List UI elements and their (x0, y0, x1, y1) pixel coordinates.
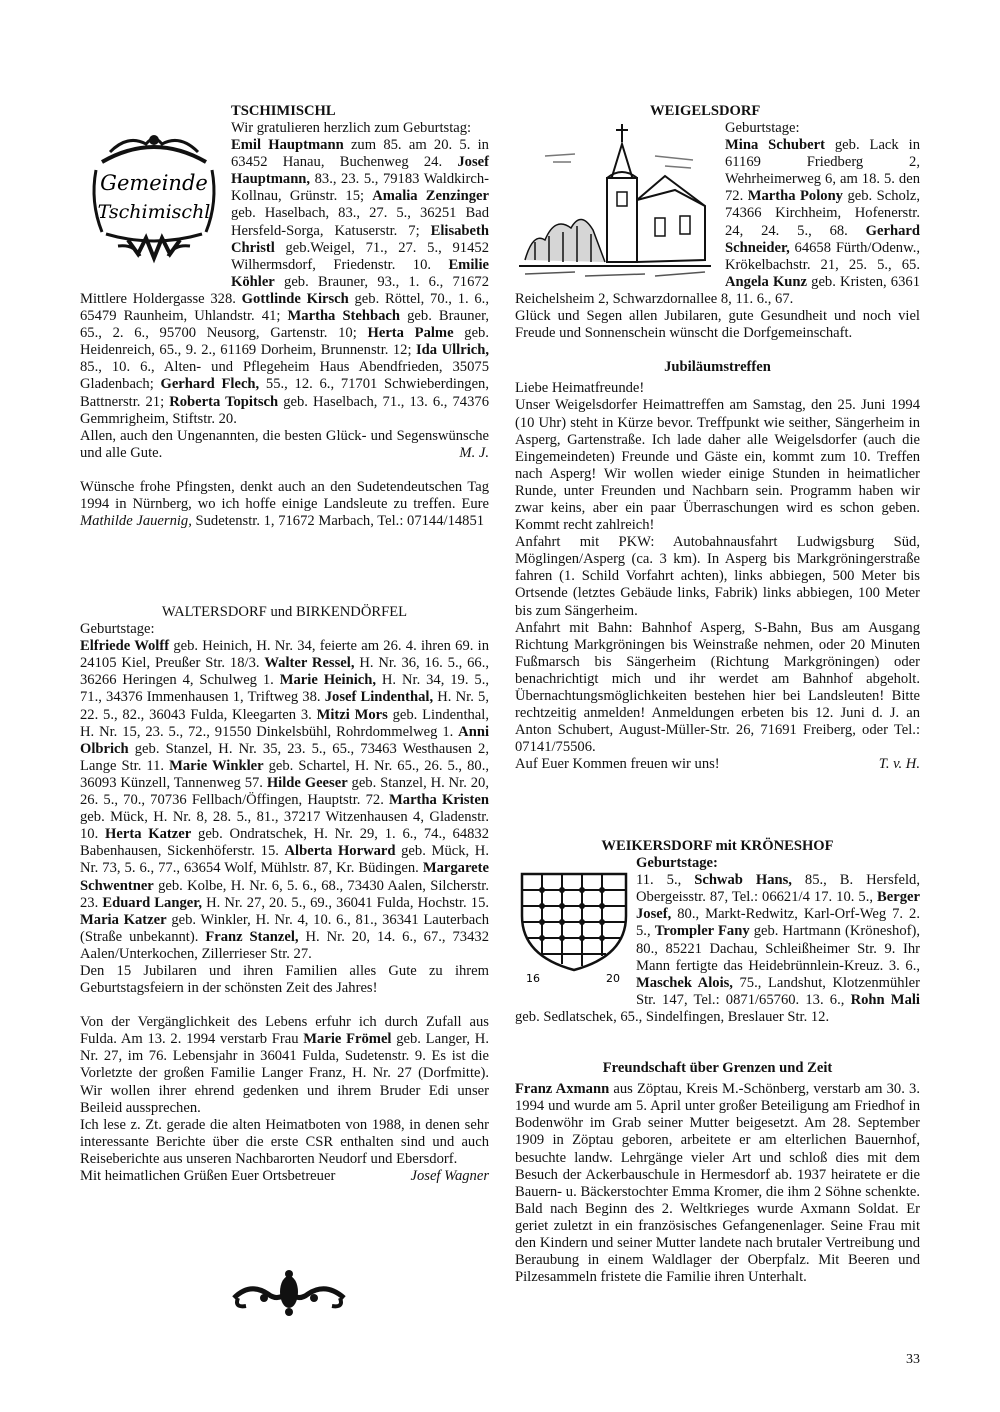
weigelsdorf-birthdays: Geburtstage: Mina Schubert geb. Lack in 61169 Friedberg 2, Wehrheimerweg 6, am 18. 5. den 72. Martha Polony geb. Scholz, 74366 Kirchheim, Hofenerstr. 24, 24. 5., 68. Gerhard Schneider, 64658 Fürth/Odenw., Krökelbachstr. 21, 25. 5., 65. Angela Kunz geb. Kristen, 6361 Reichelsheim 2, Schwarzdornallee 8, 11. 6., 67. (515, 120, 921, 307)
jubilaeum-train-directions: Anfahrt mit Bahn: Bahnhof Asperg, S-Bahn, Bus am Ausgang Richtung Markgröningen bis Weinstraße nehmen, oder 20 Minuten Fußmarsch bis Sängerheim (Richtung Markgröningen) oder benachrichtigt mich und ihr werdet am Bahnhof abgeholt. Übernachtungsmöglichkeiten bestehen hier bei Landsleuten! Bitte rechtzeitig anmelden! Anmeldungen erbeten bis 12. Juni d. J. an Anton Schubert, August-Müller-Str. 26, 71691 Freiberg, oder Tel.: 07141/75506. (515, 619, 920, 756)
flourish-icon (230, 1268, 348, 1316)
weigelsdorf-title: WEIGELSDORF (650, 103, 761, 119)
weikersdorf-section (515, 838, 920, 1286)
weikersdorf-label: Geburtstage: (636, 855, 718, 872)
logo-line2: Tschimischl (97, 201, 211, 223)
waltersdorf-title: WALTERSDORF und BIRKENDÖRFEL (161, 604, 408, 620)
freundschaft-text: Franz Axmann aus Zöptau, Kreis M.-Schönberg, verstarb am 30. 3. 1994 und wurde am 5. April unter großer Beteiligung am Friedhof in Bodenwöhr im Grab seiner Mutter beigesetzt. Am 28. September 1909 in Zöptau geboren, arbeitete er am elterlichen Bauernhof, besuchte landw. Lehrgänge vieler Art und schloß dies mit dem Besuch der Ackerbauschule in Hermesdorf ab. 1937 heiratete er die Bauern- u. Bäckerstochter Emma Kromer, die ihm 2 Söhne schenkte. Bald nach Beginn des 2. Weltkrieges wurde Axmann Soldat. Er geriet zuletzt in ein französisches Gefangenenlager. Seine Frau mit den Kindern und seiner Mutter landete nach brutaler Vertreibung und Beraubung in einem Waldlager der Oberpfalz. Mit Beeren und Pilzesammeln fristete die Familie ihren Unterhalt. (515, 1081, 920, 1286)
jubilaeum-car-directions: Anfahrt mit PKW: Autobahnausfahrt Ludwigsburg Süd, Möglingen/Asperg (ca. 3 km). In Asperg bis Markgröningerstraße fahren (1. Schild Vorfahrt achten), links abbiegen, 500 Meter bis Ortsende (letztes Gebäude links, Fabrik) links abbiegen, 100 Meter bis zum Sängerheim. (515, 534, 920, 619)
waltersdorf-section (80, 604, 489, 1185)
weigelsdorf-section (515, 120, 920, 773)
weigelsdorf-head (650, 103, 919, 120)
waltersdorf-birthdays: Elfriede Wolff geb. Heinich, H. Nr. 34, feierte am 26. 4. ihren 69. in 24105 Kiel, Preußer Str. 18/3. Walter Ressel, H. Nr. 36, 16. 5., 66., 36266 Heringen 4, Schulweg 1. Marie Heinich, H. Nr. 34, 19. 5., 71., 34376 Immenhausen 1, Triftweg 38. Josef Lindenthal, H. Nr. 5, 22. 5., 82., 36043 Fulda, Kleegarten 3. Mitzi Mors geb. Lindenthal, H. Nr. 15, 23. 5., 72., 91550 Dinkelsbühl, Rohrdommelweg 1. Anni Olbrich geb. Stanzel, H. Nr. 35, 23. 5., 65., 73463 Westhausen 2, Lange Str. 11. Marie Winkler geb. Schartel, H. Nr. 65., 26. 5., 80., 36093 Künzell, Tannenweg 57. Hilde Geeser geb. Stanzel, H. Nr. 20, 26. 5., 70., 70736 Fellbach/Öffingen, Hauptstr. 72. Martha Kristen geb. Mück, H. Nr. 8, 28. 5., 81., 37217 Witzenhausen 4, Gladenstr. 10. Herta Katzer geb. Ondratschek, H. Nr. 29, 1. 6., 74., 64832 Babenhausen, Sickenhöferstr. 15. Alberta Horward geb. Mück, H. Nr. 73, 5. 6., 77., 63654 Wolf, Mühlstr. 87, Kr. Büdingen. Margarete Schwentner geb. Kolbe, H. Nr. 6, 5. 6., 68., 73430 Aalen, Silcherstr. 23. Eduard Langer, H. Nr. 27, 20. 5., 69., 36041 Fulda, Hochstr. 15. Maria Katzer geb. Winkler, H. Nr. 4, 10. 6., 81., 36341 Lauterbach (Straße unbekannt). Franz Stanzel, H. Nr. 20, 14. 6., 67., 73432 Aalen/Unterkochen, Zillerrieser Str. 27. (80, 638, 490, 962)
jubilaeum-title: Jubiläumstreffen (664, 359, 771, 376)
ornament-divider (230, 1268, 348, 1316)
weikersdorf-birthdays: Geburtstage: 11. 5., Schwab Hans, 85., B. Hersfeld, Obergeisstr. 87, Tel.: 06621/4 17. 10. 5., Berger Josef, 80., Markt-Redwitz, Karl-Orf-Weg 7. 2. 5., Trompler Fany geb. Hartmann (Kröneshof), 80., 85221 Dachau, Schleißheimer Str. 9. Ihr Mann fertigte das Heidebrünnlein-Kreuz. 3. 6., Maschek Alois, 75., Landshut, Klotzenmühler Str. 147, Tel.: 0871/65760. 13. 6., Rohn Mali geb. Sedlatschek, 65., Sindelfingen, Breslauer Str. 12. (515, 855, 920, 1025)
pfingsten-note: Wünsche frohe Pfingsten, denkt auch an den Sudetendeutschen Tag 1994 in Nürnberg, wo ich hoffe einige Landsleute zu treffen. Eure Mathilde Jauernig, Sudetenstr. 1, 71672 Marbach, Tel.: 07144/14851 (80, 478, 489, 530)
waltersdorf-reading: Ich lese z. Zt. gerade die alten Heimatboten von 1988, in denen sehr interessante Berichte über die erste CSR enthalten sind und auch Reiseberichte aus unseren Nachbarorten Neudorf und Ebersdorf. (80, 1116, 489, 1167)
jubilaeum-greeting: Liebe Heimatfreunde! (515, 380, 645, 397)
jubilaeum-closing: Auf Euer Kommen freuen wir uns! (515, 756, 720, 773)
jubilaeum-signature: T. v. H. (878, 756, 920, 773)
waltersdorf-obituary: Von der Vergänglichkeit des Lebens erfuhr ich durch Zufall aus Fulda. Am 13. 2. 1994 verstarb Frau Marie Frömel geb. Langer, H. Nr. 27, im 76. Lebensjahr in 36041 Fulda, Sudetenstr. 9. Es ist die Vorletzte der großen Familie Langer Franz, H. Nr. 27 (Dorfmitte). Wir wollen ihrer ehrend gedenken und ihrem Bruder Edi unser Beileid aussprechen. (80, 1014, 489, 1116)
freundschaft-title: Freundschaft über Grenzen und Zeit (602, 1060, 833, 1077)
tschimischl-intro (231, 103, 489, 120)
tschimischl-closing: Allen, auch den Ungenannten, die besten Glück- und Segenswünsche und alle Gute. (80, 427, 489, 461)
waltersdorf-wish: Den 15 Jubilaren und ihren Familien alles Gute zu ihrem Geburtstagsfeiern in der schönsten Zeit des Jahres! (80, 962, 489, 997)
waltersdorf-signature: Mit heimatlichen Grüßen Euer Ortsbetreuer Josef Wagner (80, 1168, 489, 1184)
weigelsdorf-wish: Glück und Segen allen Jubilaren, gute Gesundheit und noch viel Freude und Sonnenschein wünscht die Dorfgemeinschaft. (515, 308, 920, 342)
logo-line1: Gemeinde (100, 171, 208, 195)
crest-year-left: 16 (526, 972, 540, 985)
jubilaeum-invitation: Unser Weigelsdorfer Heimattreffen am Samstag, den 25. Juni 1994 (10 Uhr) steht in Kürze bevor. Treffpunkt wie seither, Sängerheim in Asperg, Gartenstraße. Ich lade daher alle Weigelsdorfer (auch die Eingemeindeten) Freunde und Gäste ein, kommt zum 10. Treffen nach Asperg! Wir wollen wieder einige Stunden in heimatlicher Runde, unter Freunden und Nachbarn sein. Programm haben wir zwar keins, aber ein paar Überraschungen wird es schon geben. Kommt recht zahlreich! (515, 397, 920, 534)
crest-year-right: 20 (606, 972, 620, 985)
tschimischl-birthdays: Wir gratulieren herzlich zum Geburtstag: Emil Hauptmann zum 85. am 20. 5. in 63452 Hanau, Buchenweg 24. Josef Hauptmann, 83., 23. 5., 79183 Waldkirch-Kollnau, Grünstr. 15; Amalia Zenzinger geb. Haselbach, 83., 27. 5., 36251 Bad Hersfeld-Sorga, Katuserstr. 7; Elisabeth Christl geb.Weigel, 71., 27. 5., 91452 Wilhermsdorf, Friedenstr. 10. Emilie Köhler geb. Brauner, 93., 1. 6., 71672 Mittlere Holdergasse 328. Gottlinde Kirsch geb. Röttel, 70., 1. 6., 65479 Raunheim, Uhlandstr. 41; Martha Stehbach geb. Brauner, 65., 2. 6., 95700 Neusorg, Gartenstr. 10; Herta Palme geb. Heidenreich, 65., 9. 2., 61169 Dorheim, Brunnenstr. 12; Ida Ullrich, 85., 10. 6., Alten- und Pflegeheim Haus Abendfrieden, 35075 Gladenbach; Gerhard Flech, 55., 12. 6., 71701 Schwieberdingen, Battnerstr. 21; Roberta Topitsch geb. Haselbach, 71., 13. 6., 74376 Gemmrigheim, Stiftstr. 20. (80, 120, 490, 427)
waltersdorf-label: Geburtstage: (80, 621, 155, 638)
page-number: 33 (906, 1352, 920, 1367)
tschimischl-signature: M. J. (459, 444, 489, 461)
tschimischl-title: TSCHIMISCHL (231, 103, 336, 119)
tschimischl-body (80, 120, 489, 530)
weikersdorf-title: WEIKERSDORF mit KRÖNESHOF (601, 838, 834, 854)
weigelsdorf-label: Geburtstage: (725, 120, 800, 136)
